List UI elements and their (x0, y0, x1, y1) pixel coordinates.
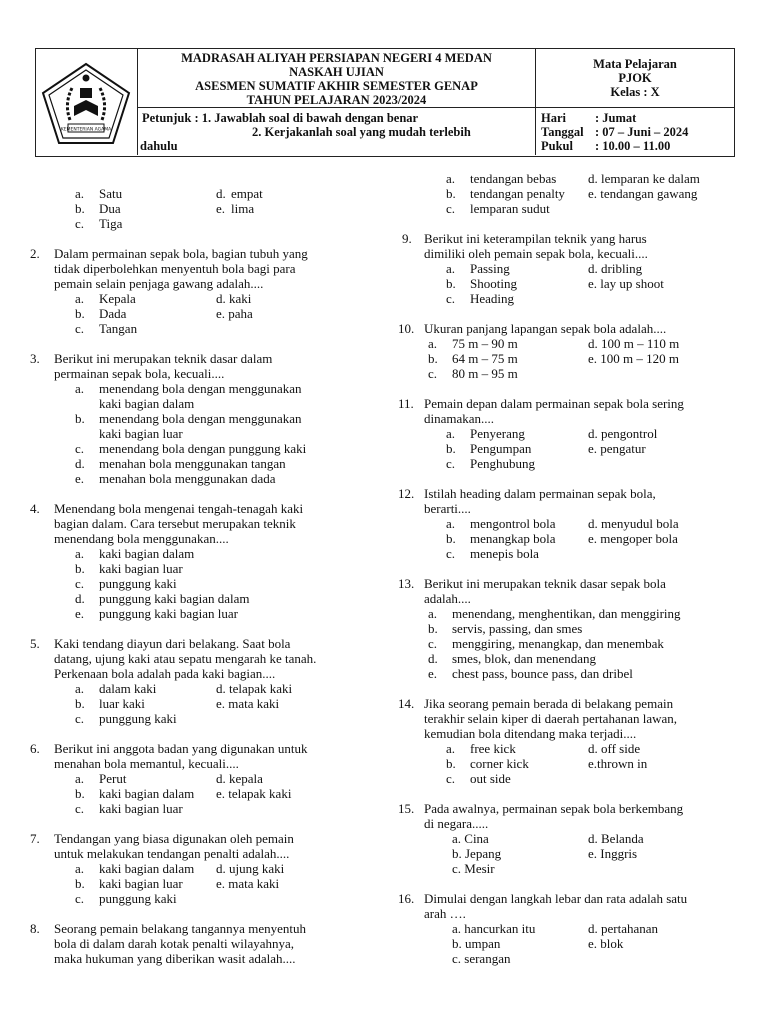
option-text: d. off side (588, 741, 641, 756)
option-letter: a. (75, 681, 85, 696)
option-row-cont (30, 426, 390, 441)
stem-line: Seorang pemain belakang tangannya menyentuh (54, 921, 306, 936)
option-row (30, 546, 390, 561)
option-letter: c. (446, 291, 456, 306)
option-letter: e. (75, 471, 85, 486)
option-text: empat (231, 186, 263, 201)
question-stem (424, 576, 748, 606)
option-row (398, 741, 748, 756)
option-row (398, 261, 748, 276)
stem-line: pemain selain penjaga gawang adalah.... (54, 276, 264, 291)
option-row (30, 186, 390, 201)
option-text: kaki bagian dalam (99, 546, 195, 561)
day-row (541, 111, 734, 125)
option-letter: c. (75, 711, 85, 726)
option-text: e. mengoper bola (588, 531, 678, 546)
option-letter: b. (75, 201, 85, 216)
option-letter: a. (446, 426, 456, 441)
option-letter: b. (75, 561, 85, 576)
question-16 (398, 891, 748, 966)
day-label: Hari (541, 111, 566, 125)
option-row (398, 186, 748, 201)
option-letter: b. (75, 696, 85, 711)
stem-line: Perkenaan bola adalah pada kaki bagian.... (54, 666, 276, 681)
stem-line: Tendangan yang biasa digunakan oleh pemain (54, 831, 294, 846)
option-row (398, 441, 748, 456)
option-text: punggung kaki (99, 891, 177, 906)
option-text: menendang bola dengan menggunakan (99, 411, 302, 426)
option-letter: b. (428, 351, 438, 366)
option-row (398, 636, 748, 651)
option-row (30, 561, 390, 576)
option-row (30, 321, 390, 336)
option-letter: b. (446, 276, 456, 291)
stem-line: Dalam permainan sepak bola, bagian tubuh yang (54, 246, 308, 261)
option-letter: c. (428, 636, 438, 651)
option-text: a. Cina (452, 831, 489, 846)
question-1-options (30, 186, 390, 231)
question-number: 10. (398, 321, 415, 336)
option-text: Kepala (99, 291, 136, 306)
logo-cell (36, 49, 138, 155)
question-number: 11. (398, 396, 414, 411)
option-text: e. (216, 201, 226, 216)
subject-block (536, 49, 734, 108)
option-row (30, 771, 390, 786)
stem-line: Istilah heading dalam permainan sepak bola, (424, 486, 656, 501)
option-text: Perut (99, 771, 127, 786)
stem-line: Ukuran panjang lapangan sepak bola adalah.... (424, 321, 667, 336)
option-row (398, 456, 748, 471)
schedule-block (536, 108, 734, 155)
stem-line: Pada awalnya, permainan sepak bola berkembang (424, 801, 684, 816)
option-row (30, 441, 390, 456)
option-letter: a. (75, 381, 85, 396)
option-text: 75 m – 90 m (452, 336, 518, 351)
question-8 (30, 921, 390, 966)
option-text: Penghubung (470, 456, 535, 471)
option-letter: b. (75, 876, 85, 891)
question-14 (398, 696, 748, 786)
question-stem (424, 891, 748, 921)
option-text: kaki bagian luar (99, 426, 183, 441)
option-text: Pengumpan (470, 441, 532, 456)
option-row (398, 861, 748, 876)
question-stem (424, 321, 748, 336)
question-number: 13. (398, 576, 415, 591)
option-text: Passing (470, 261, 510, 276)
option-letter: a. (446, 171, 456, 186)
option-letter: e. (75, 606, 85, 621)
stem-line: berarti.... (424, 501, 471, 516)
option-text: Dua (99, 201, 121, 216)
option-letter: c. (75, 321, 85, 336)
question-15 (398, 801, 748, 876)
option-letter: a. (75, 861, 85, 876)
option-text: menangkap bola (470, 531, 556, 546)
question-9 (398, 231, 748, 306)
option-text: Penyerang (470, 426, 525, 441)
option-row (30, 591, 390, 606)
time-row (541, 139, 734, 153)
option-letter: b. (75, 786, 85, 801)
question-stem (54, 501, 390, 546)
option-text: b. Jepang (452, 846, 502, 861)
option-row (30, 696, 390, 711)
option-text: Satu (99, 186, 123, 201)
option-text: e. lay up shoot (588, 276, 664, 291)
option-text: c. Mesir (452, 861, 495, 876)
option-text: e. tendangan gawang (588, 186, 698, 201)
option-letter: c. (75, 891, 85, 906)
question-stem (54, 831, 390, 861)
instruction-1: Petunjuk : 1. Jawablah soal di bawah dengan benar (142, 111, 419, 125)
option-text: d. lemparan ke dalam (588, 171, 700, 186)
option-letter: a. (75, 546, 85, 561)
option-text: menahan bola menggunakan tangan (99, 456, 286, 471)
option-letter: b. (446, 441, 456, 456)
date-row (541, 125, 734, 139)
option-row (398, 366, 748, 381)
option-row (30, 456, 390, 471)
option-row (398, 516, 748, 531)
option-letter: c. (446, 771, 456, 786)
option-text: c. serangan (452, 951, 511, 966)
stem-line: Kaki tendang diayun dari belakang. Saat bola (54, 636, 291, 651)
question-11 (398, 396, 748, 471)
option-text: Heading (470, 291, 515, 306)
option-text: e. telapak kaki (216, 786, 292, 801)
option-text: e. blok (588, 936, 624, 951)
question-number: 14. (398, 696, 415, 711)
option-text: menendang, menghentikan, dan menggiring (452, 606, 681, 621)
option-text: 80 m – 95 m (452, 366, 518, 381)
option-letter: a. (446, 741, 456, 756)
question-stem (54, 246, 390, 291)
question-number: 7. (30, 831, 40, 846)
stem-line: menendang bola menggunakan.... (54, 531, 229, 546)
time-label: Pukul (541, 139, 573, 153)
instruction-2-cont: dahulu (140, 139, 178, 153)
question-3 (30, 351, 390, 486)
option-letter: b. (75, 306, 85, 321)
option-letter: d. (75, 456, 85, 471)
option-text: luar kaki (99, 696, 145, 711)
exam-title-block (138, 49, 536, 108)
option-text: out side (470, 771, 511, 786)
stem-line: dimiliki oleh pemain sepak bola, kecuali.... (424, 246, 648, 261)
svg-text:KEMENTERIAN AGAMA: KEMENTERIAN AGAMA (60, 127, 112, 133)
option-text: Shooting (470, 276, 517, 291)
option-text: mengontrol bola (470, 516, 556, 531)
option-row (398, 846, 748, 861)
option-letter: a. (446, 261, 456, 276)
option-text: e. mata kaki (216, 876, 280, 891)
instruction-2: 2. Kerjakanlah soal yang mudah terlebih (252, 125, 471, 139)
question-stem (54, 741, 390, 771)
class-label: Kelas : X (610, 85, 660, 99)
option-letter: c. (75, 216, 85, 231)
question-7 (30, 831, 390, 906)
stem-line: bagian dalam. Cara tersebut merupakan teknik (54, 516, 296, 531)
option-text: servis, passing, dan smes (452, 621, 583, 636)
question-6 (30, 741, 390, 816)
question-number: 3. (30, 351, 40, 366)
question-12 (398, 486, 748, 561)
stem-line: kemudian bola ditendang maka terjadi.... (424, 726, 637, 741)
option-text: d. Belanda (588, 831, 644, 846)
option-row (398, 621, 748, 636)
stem-line: bola di dalam darah kotak penalti wilayahnya, (54, 936, 295, 951)
stem-line: arah …. (424, 906, 466, 921)
option-text: d. dribling (588, 261, 643, 276)
stem-line: terakhir selain kiper di daerah pertahanan lawan, (424, 711, 678, 726)
option-row-cont (30, 396, 390, 411)
option-text: free kick (470, 741, 516, 756)
option-row (398, 336, 748, 351)
option-text: d. kaki (216, 291, 252, 306)
option-text: kaki bagian luar (99, 876, 183, 891)
option-text: d. ujung kaki (216, 861, 285, 876)
option-text: tendangan penalty (470, 186, 565, 201)
right-column (398, 171, 748, 966)
option-text: menepis bola (470, 546, 539, 561)
option-text: e. 100 m – 120 m (588, 351, 679, 366)
option-text: d. 100 m – 110 m (588, 336, 680, 351)
option-row (398, 546, 748, 561)
stem-line: untuk melakukan tendangan penalti adalah.... (54, 846, 290, 861)
option-row (30, 786, 390, 801)
option-row (30, 891, 390, 906)
option-text: punggung kaki (99, 711, 177, 726)
option-row (30, 411, 390, 426)
option-text: e. Inggris (588, 846, 638, 861)
option-letter: d. (75, 591, 85, 606)
stem-line: menahan bola memantul, kecuali.... (54, 756, 239, 771)
time-value: : 10.00 – 11.00 (595, 139, 671, 153)
option-text: dalam kaki (99, 681, 157, 696)
stem-line: Berikut ini anggota badan yang digunakan untuk (54, 741, 308, 756)
assessment-name: ASESMEN SUMATIF AKHIR SEMESTER GENAP (195, 79, 478, 93)
option-row (30, 471, 390, 486)
option-row (398, 651, 748, 666)
option-letter: c. (428, 366, 438, 381)
option-text: d. pengontrol (588, 426, 658, 441)
academic-year: TAHUN PELAJARAN 2023/2024 (246, 93, 427, 107)
option-text: kaki bagian luar (99, 561, 183, 576)
option-row (30, 306, 390, 321)
day-value: : Jumat (595, 111, 637, 125)
option-letter: c. (446, 201, 456, 216)
option-text: punggung kaki bagian dalam (99, 591, 250, 606)
option-row (398, 756, 748, 771)
question-number: 6. (30, 741, 40, 756)
question-stem (54, 636, 390, 681)
option-row (398, 201, 748, 216)
option-letter: b. (446, 756, 456, 771)
option-text: e. mata kaki (216, 696, 280, 711)
stem-line: Berikut ini merupakan teknik dasar sepak bola (424, 576, 666, 591)
option-text: d. (216, 186, 226, 201)
option-row (398, 426, 748, 441)
stem-line: datang, ujung kaki atau sepatu mengarah ke tanah. (54, 651, 317, 666)
option-letter: b. (428, 621, 438, 636)
option-row (30, 711, 390, 726)
option-text: d. telapak kaki (216, 681, 293, 696)
instructions-block (138, 108, 536, 155)
question-stem (424, 801, 748, 831)
stem-line: Dimulai dengan langkah lebar dan rata adalah satu (424, 891, 688, 906)
subject-label: Mata Pelajaran (593, 57, 677, 71)
document-type: NASKAH UJIAN (289, 65, 384, 79)
option-letter: c. (75, 441, 85, 456)
question-stem (424, 696, 748, 741)
left-column (30, 186, 390, 966)
question-number: 2. (30, 246, 40, 261)
date-label: Tanggal (541, 125, 584, 139)
option-letter: d. (428, 651, 438, 666)
question-stem (424, 486, 748, 516)
question-4 (30, 501, 390, 621)
option-text: d. kepala (216, 771, 263, 786)
stem-line: tidak diperbolehkan menyentuh bola bagi para (54, 261, 296, 276)
stem-line: adalah.... (424, 591, 471, 606)
option-text: chest pass, bounce pass, dan dribel (452, 666, 633, 681)
option-text: e. paha (216, 306, 253, 321)
question-number: 4. (30, 501, 40, 516)
option-row (398, 531, 748, 546)
option-row (30, 606, 390, 621)
option-row (30, 876, 390, 891)
option-letter: c. (75, 576, 85, 591)
option-text: lemparan sudut (470, 201, 550, 216)
option-row (398, 276, 748, 291)
stem-line: Pemain depan dalam permainan sepak bola sering (424, 396, 684, 411)
stem-line: Berikut ini merupakan teknik dasar dalam (54, 351, 273, 366)
option-letter: a. (446, 516, 456, 531)
option-text: a. hancurkan itu (452, 921, 536, 936)
option-text: kaki bagian luar (99, 801, 183, 816)
option-row (398, 936, 748, 951)
option-text: Tiga (99, 216, 123, 231)
exam-header (35, 48, 735, 157)
option-text: corner kick (470, 756, 529, 771)
question-stem (54, 921, 390, 966)
option-text: Dada (99, 306, 127, 321)
option-text: kaki bagian dalam (99, 786, 195, 801)
option-text: kaki bagian dalam (99, 396, 195, 411)
option-row (398, 171, 748, 186)
date-value: : 07 – Juni – 2024 (595, 125, 689, 139)
stem-line: Berikut ini keterampilan teknik yang harus (424, 231, 647, 246)
option-row (398, 351, 748, 366)
option-text: punggung kaki (99, 576, 177, 591)
option-row (398, 831, 748, 846)
option-letter: c. (75, 801, 85, 816)
option-row (30, 861, 390, 876)
option-letter: a. (75, 186, 85, 201)
option-text: d. pertahanan (588, 921, 659, 936)
school-name: MADRASAH ALIYAH PERSIAPAN NEGERI 4 MEDAN (181, 51, 492, 65)
option-letter: c. (446, 456, 456, 471)
subject-name: PJOK (618, 71, 652, 85)
option-letter: e. (428, 666, 438, 681)
option-row (398, 771, 748, 786)
question-stem (54, 351, 390, 381)
option-text: menendang bola dengan punggung kaki (99, 441, 307, 456)
option-text: e.thrown in (588, 756, 648, 771)
question-number: 9. (402, 231, 412, 246)
option-text: d. menyudul bola (588, 516, 679, 531)
question-stem (424, 231, 748, 261)
option-letter: a. (428, 606, 438, 621)
question-number: 8. (30, 921, 40, 936)
question-8-options (398, 171, 748, 216)
kemenag-logo-icon (40, 62, 132, 146)
question-number: 16. (398, 891, 415, 906)
stem-line: dinamakan.... (424, 411, 495, 426)
question-stem (424, 396, 748, 426)
option-letter: c. (446, 546, 456, 561)
option-text: menendang bola dengan menggunakan (99, 381, 302, 396)
option-text: lima (231, 201, 255, 216)
option-letter: b. (446, 186, 456, 201)
option-letter: a. (75, 771, 85, 786)
stem-line: Jika seorang pemain berada di belakang pemain (424, 696, 674, 711)
option-text: tendangan bebas (470, 171, 557, 186)
option-text: b. umpan (452, 936, 501, 951)
stem-line: di negara..... (424, 816, 489, 831)
option-row (30, 216, 390, 231)
option-text: punggung kaki bagian luar (99, 606, 238, 621)
option-letter: b. (75, 411, 85, 426)
option-text: smes, blok, dan menendang (452, 651, 597, 666)
option-row (30, 381, 390, 396)
option-row (398, 951, 748, 966)
option-row (398, 606, 748, 621)
question-number: 5. (30, 636, 40, 651)
option-text: menahan bola menggunakan dada (99, 471, 276, 486)
stem-line: permainan sepak bola, kecuali.... (54, 366, 225, 381)
option-row (30, 801, 390, 816)
option-text: Tangan (99, 321, 138, 336)
option-row (30, 201, 390, 216)
stem-line: maka hukuman yang diberikan wasit adalah.... (54, 951, 296, 966)
option-row (398, 291, 748, 306)
option-text: menggiring, menangkap, dan menembak (452, 636, 664, 651)
option-text: e. pengatur (588, 441, 646, 456)
option-row (30, 681, 390, 696)
question-5 (30, 636, 390, 726)
question-2 (30, 246, 390, 336)
stem-line: Menendang bola mengenai tengah-tenagah kaki (54, 501, 304, 516)
option-row (398, 921, 748, 936)
option-letter: a. (428, 336, 438, 351)
question-number: 15. (398, 801, 415, 816)
option-letter: a. (75, 291, 85, 306)
question-13 (398, 576, 748, 681)
option-letter: b. (446, 531, 456, 546)
option-row (398, 666, 748, 681)
question-10 (398, 321, 748, 381)
option-row (30, 291, 390, 306)
option-text: 64 m – 75 m (452, 351, 518, 366)
question-number: 12. (398, 486, 415, 501)
option-row (30, 576, 390, 591)
option-text: kaki bagian dalam (99, 861, 195, 876)
